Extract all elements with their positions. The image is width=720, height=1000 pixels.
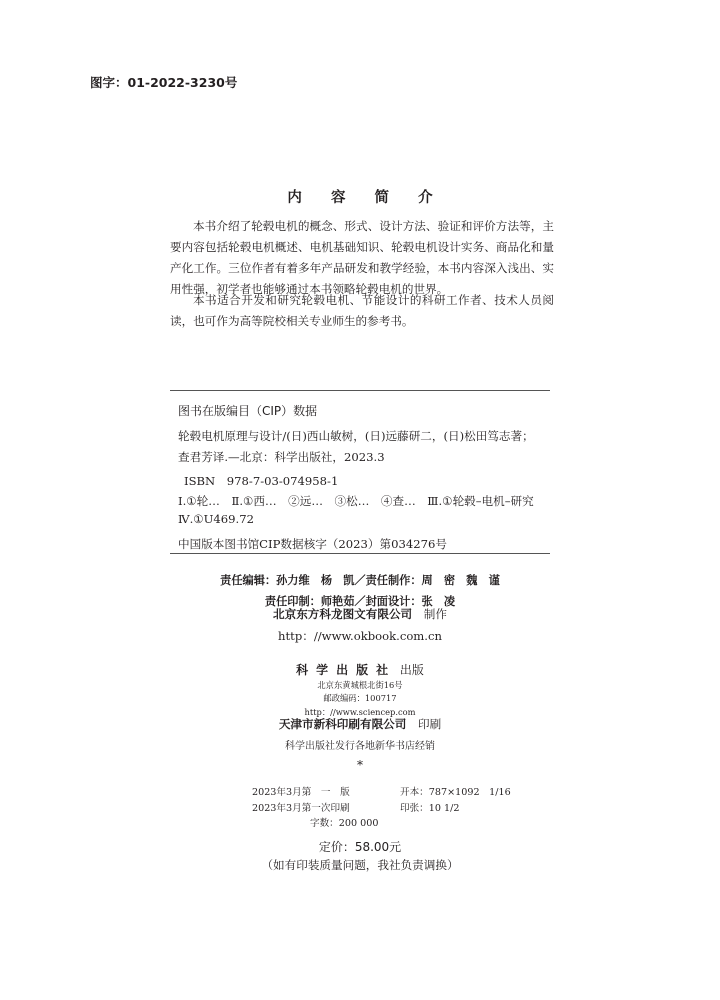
publisher-name: 科学出版社 (296, 663, 397, 677)
production-credits: 责任印制：师艳茹／封面设计：张 凌 (264, 594, 456, 608)
publisher-role: 出版 (399, 663, 424, 677)
cip-index-line: Ⅰ.①轮… Ⅱ.①西… ②远… ③松… ④查… Ⅲ.①轮毂–电机–研究 (178, 494, 534, 508)
summary-title: 内 容 简 介 (287, 190, 445, 206)
distribution-note: 科学出版社发行各地新华书店经销 (285, 741, 435, 752)
license-number: 图字：01-2022-3230号 (90, 75, 238, 90)
quality-notice: （如有印装质量问题，我社负责调换） (261, 858, 459, 872)
producer-name: 北京东方科龙图文有限公司 (273, 607, 413, 621)
summary-paragraph: 本书适合开发和研究轮毂电机、节能设计的科研工作者、技术人员阅读，也可作为高等院校相关专业师生的参考书。 (170, 293, 554, 328)
producer-line (0, 606, 720, 622)
printer-line (0, 716, 720, 732)
divider-top (170, 390, 550, 391)
summary-paragraph: 本书介绍了轮毂电机的概念、形式、设计方法、验证和评价方法等，主要内容包括轮毂电机概述、电机基础知识、轮毂电机设计实务、商品化和量产化工作。三位作者有着多年产品研发和教学经验，本书内容深入浅出、实用性强，初学者也能够通过本书领略轮毂电机的世界。 (170, 219, 554, 296)
separator-star: * (357, 758, 363, 772)
printer-name: 天津市新科印刷有限公司 (278, 717, 407, 731)
producer-role: 制作 (423, 607, 447, 621)
publisher-address: 北京东黄城根北街16号 (317, 680, 403, 690)
cip-record-line: 轮毂电机原理与设计/(日)西山敏树，(日)远藤研二，(日)松田笃志著； (178, 429, 534, 443)
price: 定价：58.00元 (318, 840, 402, 854)
wordcount-info: 字数：200 000 (310, 818, 379, 829)
cip-isbn: ISBN 978-7-03-074958-1 (184, 474, 339, 488)
divider-bottom (170, 553, 550, 554)
publisher-line (0, 661, 720, 678)
format-info: 开本：787×1092 1/16 (400, 787, 511, 798)
edition-info: 2023年3月第 一 版 (252, 787, 350, 798)
producer-url: http：//www.okbook.com.cn (278, 629, 442, 643)
cip-index-line: Ⅳ.①U469.72 (178, 512, 254, 526)
publisher-website: http：//www.sciencep.com (304, 707, 416, 717)
cip-record-line: 查君芳译.—北京：科学出版社，2023.3 (178, 450, 385, 464)
cip-approval: 中国版本图书馆CIP数据核字（2023）第034276号 (178, 537, 447, 551)
printing-info: 2023年3月第一次印刷 (252, 803, 350, 814)
cip-heading: 图书在版编目（CIP）数据 (178, 404, 318, 418)
sheets-info: 印张：10 1/2 (400, 803, 460, 814)
printer-role: 印刷 (417, 717, 442, 731)
editor-credits: 责任编辑：孙力维 杨 凯／责任制作：周 密 魏 谨 (220, 573, 500, 587)
publisher-postcode: 邮政编码：100717 (323, 693, 397, 703)
